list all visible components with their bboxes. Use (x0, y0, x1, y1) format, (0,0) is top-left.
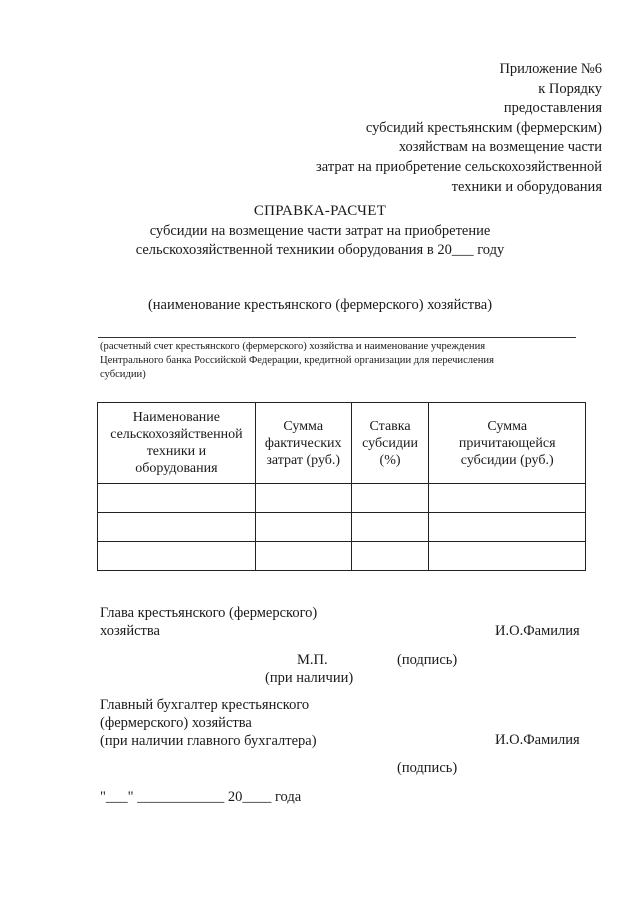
document-subtitle (0, 222, 640, 260)
account-fill-line (98, 337, 576, 338)
appendix-line: к Порядку (538, 80, 602, 97)
table-cell (98, 542, 256, 571)
head-title (100, 604, 317, 640)
appendix-line: затрат на приобретение сельскохозяйственной (316, 158, 602, 175)
header-subsidy-amount (429, 403, 586, 484)
table-cell (429, 513, 586, 542)
header-text: затрат (руб.) (266, 452, 341, 468)
document-title: СПРАВКА-РАСЧЕТ (253, 203, 387, 219)
header-subsidy-rate (351, 403, 429, 484)
subtitle-line: субсидии на возмещение части затрат на приобретение (149, 223, 491, 239)
header-equipment-name (98, 403, 256, 484)
accountant-title-line: (при наличии главного бухгалтера) (100, 733, 317, 749)
header-text: (%) (379, 452, 401, 468)
head-title-line: хозяйства (100, 623, 160, 639)
header-text: субсидии (362, 435, 418, 451)
table-cell (255, 484, 351, 513)
subtitle-line: сельскохозяйственной техникии оборудования в 20___ году (135, 242, 505, 258)
appendix-line: субсидий крестьянским (фермерским) (365, 119, 602, 136)
table-header-row (98, 403, 586, 484)
signature-caption: (подпись) (397, 652, 458, 668)
header-text: Наименование (132, 410, 221, 425)
farm-name-caption: (наименование крестьянского (фермерского) хозяйства) (147, 297, 493, 313)
header-text: сельскохозяйственной (110, 427, 243, 442)
table-cell (255, 542, 351, 571)
appendix-line: предоставления (503, 100, 602, 117)
account-note-line: (расчетный счет крестьянского (фермерского) хозяйства и наименование учреждения (100, 341, 486, 352)
appendix-line: Приложение №6 (499, 61, 602, 77)
header-text: субсидии (руб.) (460, 452, 554, 468)
table-row (98, 542, 586, 571)
table-cell (429, 542, 586, 571)
table-cell (429, 484, 586, 513)
accountant-title-line: Главный бухгалтер крестьянского (100, 697, 310, 713)
accountant-name: И.О.Фамилия (495, 732, 580, 748)
header-text: Сумма (487, 418, 528, 434)
appendix-header (316, 60, 602, 197)
date-line: "___" ____________ 20____ года (100, 789, 302, 805)
table-row (98, 513, 586, 542)
table-cell (351, 542, 429, 571)
stamp-label: М.П. (297, 652, 328, 668)
head-name: И.О.Фамилия (495, 623, 580, 639)
header-text: Ставка (369, 418, 411, 434)
account-note-line: Центрального банка Российской Федерации, кредитной организации для перечисления (100, 355, 494, 366)
account-note (100, 340, 580, 382)
table-cell (255, 513, 351, 542)
stamp-note: (при наличии) (265, 670, 354, 686)
appendix-line: хозяйствам на возмещение части (398, 139, 602, 156)
appendix-line: техники и оборудования (451, 178, 602, 195)
account-note-line: субсидии) (100, 369, 146, 380)
header-text: оборудования (135, 461, 218, 476)
head-title-line: Глава крестьянского (фермерского) (100, 605, 318, 621)
header-actual-costs (255, 403, 351, 484)
signature-caption: (подпись) (397, 760, 458, 776)
accountant-title-line: (фермерского) хозяйства (100, 715, 252, 731)
header-text: причитающейся (458, 435, 556, 451)
subsidy-table (97, 402, 586, 571)
table-cell (351, 484, 429, 513)
header-text: Сумма (283, 418, 324, 434)
header-text: техники и (146, 444, 207, 459)
accountant-title (100, 696, 317, 750)
table-row (98, 484, 586, 513)
table-cell (98, 513, 256, 542)
table-cell (98, 484, 256, 513)
table-cell (351, 513, 429, 542)
header-text: фактических (264, 435, 342, 451)
